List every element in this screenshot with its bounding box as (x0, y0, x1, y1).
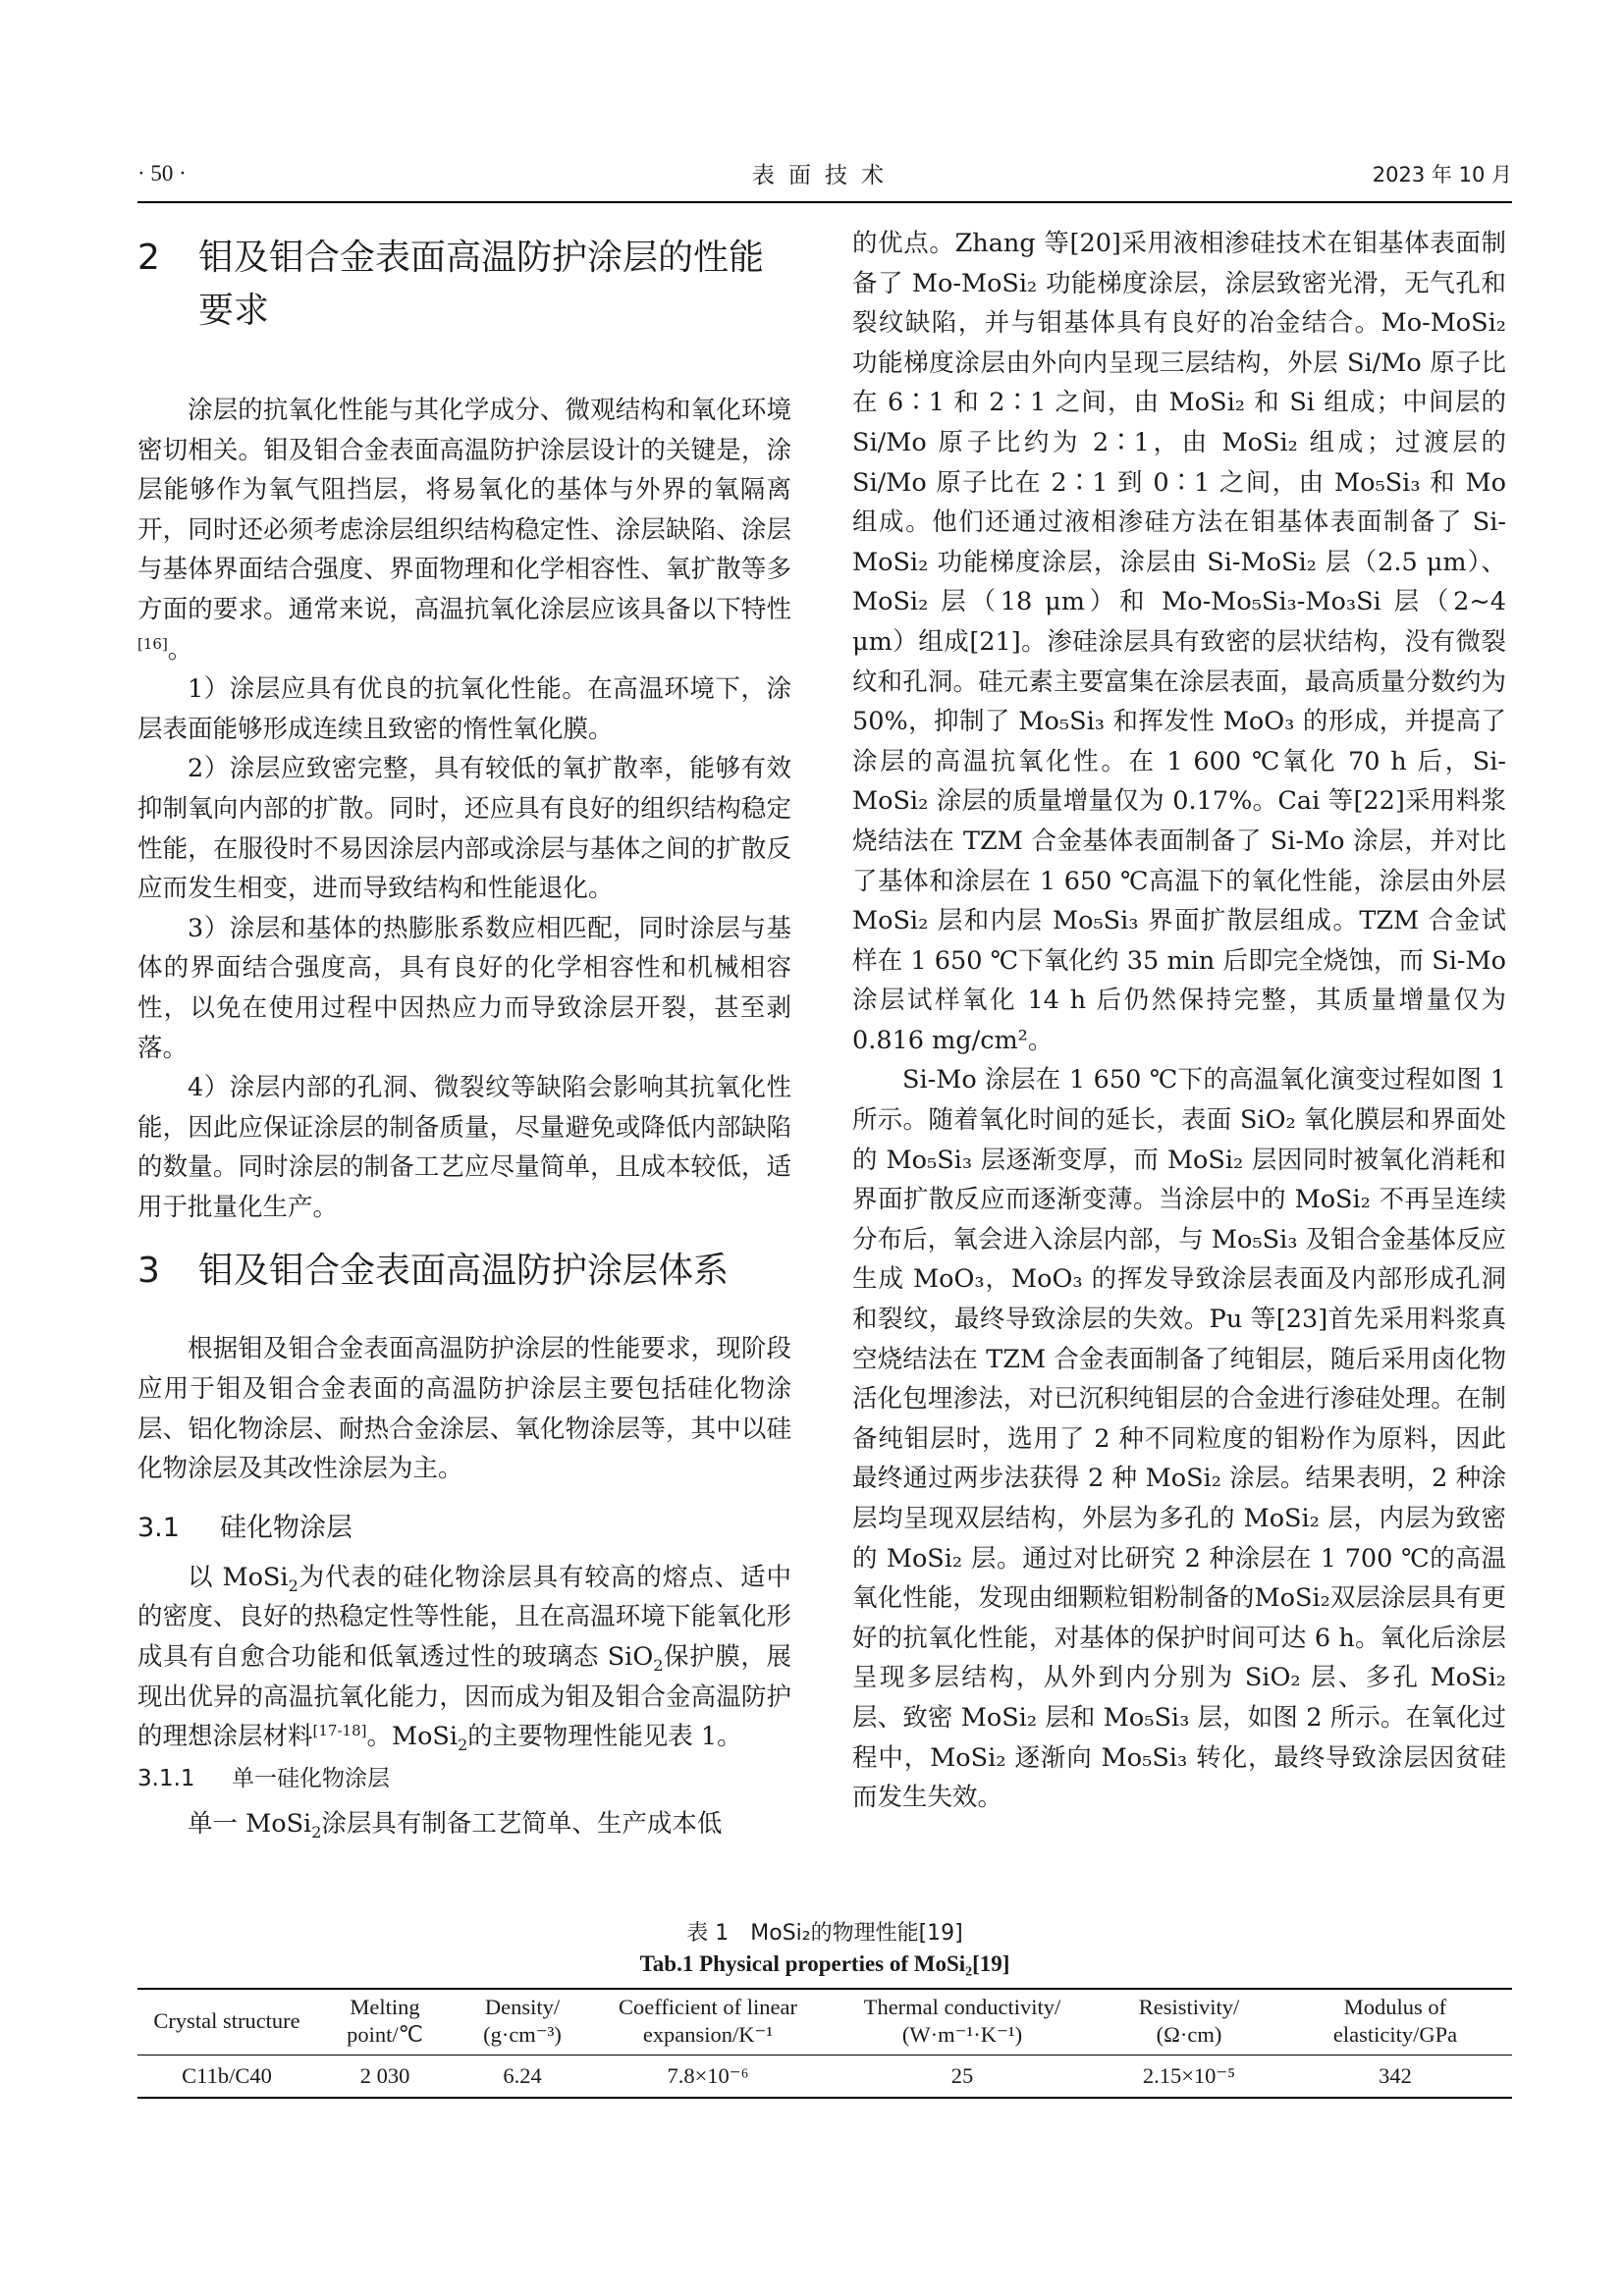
right-column (852, 224, 1506, 1818)
table-cell: 6.24 (454, 2056, 591, 2099)
subsection-heading (137, 1509, 791, 1548)
list-item: 1）涂层应具有优良的抗氧化性能。在高温环境下，涂层表面能够形成连续且致密的惰性氧化膜。 (137, 674, 791, 744)
table-header-row (137, 1989, 1512, 2056)
table-row (137, 2056, 1512, 2099)
table-header-cell: Coefficient of linear expansion/K⁻¹ (591, 1989, 825, 2056)
paragraph: 涂层的抗氧化性能与其化学成分、微观结构和氧化环境密切相关。钼及钼合金表面高温防护涂层设计的关键是，涂层能够作为氧气阻挡层，将易氧化的基体与外界的氧隔离开，同时还必须考虑涂层组织结构稳定性、涂层缺陷、涂层与基体界面结合强度、界面物理和化学相容性、氧扩散等多方面的要求。通常来说，高温抗氧化涂层应该具备以下特性[16]。 (137, 396, 791, 665)
paragraph: 单一 MoSi$_2$涂层具有制备工艺简单、生产成本低 (188, 1808, 723, 1842)
table-header-cell: Crystal structure (137, 1989, 316, 2056)
list-item: 3）涂层和基体的热膨胀系数应相匹配，同时涂层与基体的界面结合强度高，具有良好的化学相容性和机械相容性，以免在使用过程中因热应力而导致涂层开裂，甚至剥落。 (137, 913, 791, 1063)
subsubsection-title: 单一硅化物涂层 (232, 1765, 390, 1791)
header-rule (137, 201, 1512, 203)
table-cell: 25 (825, 2056, 1100, 2099)
issue-date: 2023 年 10 月 (1372, 163, 1512, 187)
table-header-cell: Thermal conductivity/ (W·m⁻¹·K⁻¹) (825, 1989, 1100, 2056)
citation: [17-18] (312, 1722, 367, 1740)
section-number: 3 (137, 1251, 160, 1292)
table-cell: 2.15×10⁻⁵ (1100, 2056, 1278, 2099)
section-3-heading (137, 1245, 791, 1298)
table-cell: C11b/C40 (137, 2056, 316, 2099)
table-cell: 2 030 (316, 2056, 454, 2099)
paragraph: 根据钼及钼合金表面高温防护涂层的性能要求，现阶段应用于钼及钼合金表面的高温防护涂层主要包括硅化物涂层、铝化物涂层、耐热合金涂层、氧化物涂层等，其中以硅化物涂层及其改性涂层为主。 (137, 1334, 791, 1484)
table-header-cell: Density/ (g·cm⁻³) (454, 1989, 591, 2056)
table-header-cell: Melting point/℃ (316, 1989, 454, 2056)
section-number: 2 (137, 238, 160, 278)
table-caption-cn: 表 1 MoSi₂的物理性能[19] (686, 1921, 963, 1946)
paragraph: 以 MoSi$_2$为代表的硅化物涂层具有较高的熔点、适中的密度、良好的热稳定性等性能，且在高温环境下能氧化形成具有自愈合功能和低氧透过性的玻璃态 SiO$_2$保护膜，展现出优异的高温抗氧化能力，因而成为钼及钼合金高温防护的理想涂层材料[17-18]。MoSi$_2$的主要物理性能见表 1。 (137, 1562, 791, 1755)
paragraph: 的优点。Zhang 等[20]采用液相渗硅技术在钼基体表面制备了 Mo-MoSi₂ 功能梯度涂层，涂层致密光滑，无气孔和裂纹缺陷，并与钼基体具有良好的冶金结合。Mo-MoSi₂ 功能梯度涂层由外向内呈现三层结构，外层 Si/Mo 原子比在 6∶1 和 2∶1 之间，由 MoSi₂ 和 Si 组成；中间层的 Si/Mo 原子比约为 2∶1，由 MoSi₂ 组成；过渡层的 Si/Mo 原子比在 2∶1 到 0∶1 之间，由 Mo₅Si₃ 和 Mo 组成。他们还通过液相渗硅方法在钼基体表面制备了 Si-MoSi₂ 功能梯度涂层，涂层由 Si-MoSi₂ 层（2.5 μm）、MoSi₂ 层（18 μm）和 Mo-Mo₅Si₃-Mo₃Si 层（2~4 μm）组成[21]。渗硅涂层具有致密的层状结构，没有微裂纹和孔洞。硅元素主要富集在涂层表面，最高质量分数约为 50%，抑制了 Mo₅Si₃ 和挥发性 MoO₃ 的形成，并提高了涂层的高温抗氧化性。在 1 600 ℃氧化 70 h 后，Si-MoSi₂ 涂层的质量增量仅为 0.17%。Cai 等[22]采用料浆烧结法在 TZM 合金基体表面制备了 Si-Mo 涂层，并对比了基体和涂层在 1 650 ℃高温下的氧化性能，涂层由外层 MoSi₂ 层和内层 Mo₅Si₃ 界面扩散层组成。TZM 合金试样在 1 650 ℃下氧化约 35 min 后即完全烧蚀，而 Si-Mo 涂层试样氧化 14 h 后仍然保持完整，其质量增量仅为 0.816 mg/cm²。 (852, 229, 1506, 1055)
table-cell: 342 (1278, 2056, 1512, 2099)
citation: [16] (137, 634, 168, 653)
running-header (137, 155, 1512, 200)
table-header-cell: Modulus of elasticity/GPa (1278, 1989, 1512, 2056)
properties-table (137, 1988, 1512, 2099)
table-cell: 7.8×10⁻⁶ (591, 2056, 825, 2099)
subsubsection-heading (137, 1759, 791, 1798)
journal-title: 表面技术 (752, 163, 897, 188)
section-title: 钼及钼合金表面高温防护涂层的性能要求 (198, 238, 765, 331)
section-title: 钼及钼合金表面高温防护涂层体系 (198, 1251, 730, 1292)
subsection-number: 3.1 (137, 1512, 180, 1543)
table-caption-en: Tab.1 Physical properties of MoSi₂[19] (639, 1951, 1010, 1976)
subsection-title: 硅化物涂层 (220, 1512, 352, 1543)
list-item: 2）涂层应致密完整，具有较低的氧扩散率，能够有效抑制氧向内部的扩散。同时，还应具有良好的组织结构稳定性能，在服役时不易因涂层内部或涂层与基体之间的扩散反应而发生相变，进而导致结构和性能退化。 (137, 754, 791, 904)
section-2-heading (137, 232, 791, 338)
left-column (137, 222, 791, 1843)
paragraph: Si-Mo 涂层在 1 650 ℃下的高温氧化演变过程如图 1 所示。随着氧化时间的延长，表面 SiO₂ 氧化膜层和界面处的 Mo₅Si₃ 层逐渐变厚，而 MoSi₂ 层因同时被氧化消耗和界面扩散反应而逐渐变薄。当涂层中的 MoSi₂ 不再呈连续分布后，氧会进入涂层内部，与 Mo₅Si₃ 及钼合金基体反应生成 MoO₃，MoO₃ 的挥发导致涂层表面及内部形成孔洞和裂纹，最终导致涂层的失效。Pu 等[23]首先采用料浆真空烧结法在 TZM 合金表面制备了纯钼层，随后采用卤化物活化包埋渗法，对已沉积纯钼层的合金进行渗硅处理。在制备纯钼层时，选用了 2 种不同粒度的钼粉作为原料，因此最终通过两步法获得 2 种 MoSi₂ 涂层。结果表明，2 种涂层均呈现双层结构，外层为多孔的 MoSi₂ 层，内层为致密的 MoSi₂ 层。通过对比研究 2 种涂层在 1 700 ℃的高温氧化性能，发现由细颗粒钼粉制备的MoSi₂双层涂层具有更好的抗氧化性能，对基体的保护时间可达 6 h。氧化后涂层呈现多层结构，从外到内分别为 SiO₂ 层、多孔 MoSi₂ 层、致密 MoSi₂ 层和 Mo₅Si₃ 层，如图 2 所示。在氧化过程中，MoSi₂ 逐渐向 Mo₅Si₃ 转化，最终导致涂层因贫硅而发生失效。 (852, 1065, 1506, 1813)
page-number: · 50 · (137, 161, 187, 186)
list-item: 4）涂层内部的孔洞、微裂纹等缺陷会影响其抗氧化性能，因此应保证涂层的制备质量，尽量避免或降低内部缺陷的数量。同时涂层的制备工艺应尽量简单，且成本较低，适用于批量化生产。 (137, 1073, 791, 1222)
table-1 (137, 1919, 1512, 2099)
subsubsection-number: 3.1.1 (137, 1765, 195, 1791)
table-header-cell: Resistivity/ (Ω·cm) (1100, 1989, 1278, 2056)
